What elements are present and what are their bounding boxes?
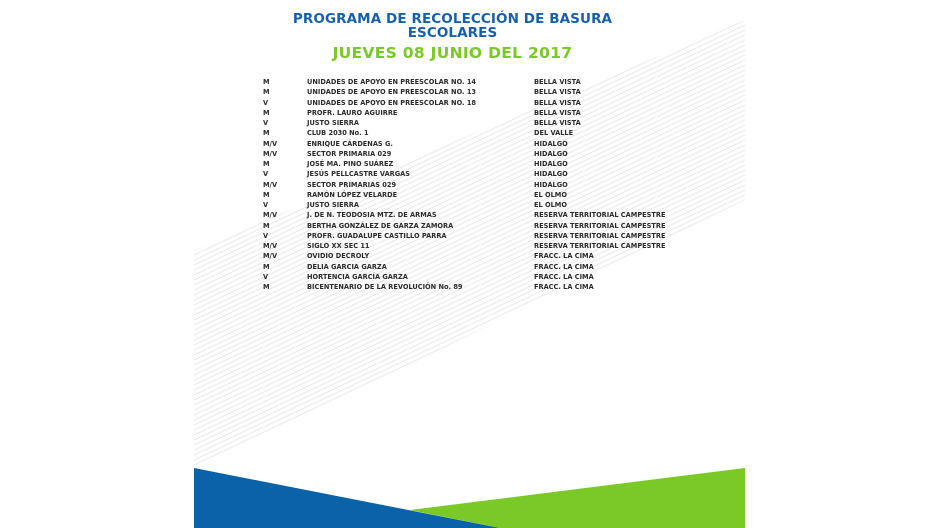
schedule-school: RAMÓN LÓPEZ VELARDE	[307, 190, 398, 199]
schedule-shift: V	[263, 272, 269, 281]
schedule-school: JUSTO SIERRA	[307, 201, 359, 209]
schedule-school: DELIA GARCIA GARZA	[307, 262, 387, 271]
schedule-school: PROFR. LAURO AGUIRRE	[307, 108, 398, 117]
schedule-colonia: BELLA VISTA	[534, 98, 581, 107]
footer-blue-shape	[194, 468, 500, 528]
schedule-colonia: BELLA VISTA	[534, 88, 581, 97]
schedule-shift: M	[263, 221, 270, 230]
schedule-shift: M/V	[263, 139, 278, 148]
schedule-shift: M	[263, 190, 270, 199]
schedule-shift: V	[263, 119, 269, 127]
schedule-school: ENRIQUE CÁRDENAS G.	[307, 139, 393, 148]
schedule-shift: V	[263, 98, 269, 107]
schedule-colonia: HIDALGO	[534, 139, 568, 148]
schedule-shift: M	[263, 283, 270, 291]
schedule-school: CLUB 2030 No. 1	[307, 129, 369, 138]
schedule-colonia: RESERVA TERRITORIAL CAMPESTRE	[534, 231, 666, 240]
schedule-school: JOSÉ MA. PINO SUÁREZ	[307, 160, 394, 168]
flyer-page	[194, 0, 745, 528]
schedule-school: UNIDADES DE APOYO EN PREESCOLAR NO. 13	[307, 88, 477, 97]
schedule-school: UNIDADES DE APOYO EN PREESCOLAR NO. 18	[307, 98, 477, 107]
page-title: PROGRAMA DE RECOLECCIÓN DE BASURA	[292, 11, 613, 27]
schedule-date: JUEVES 08 JUNIO DEL 2017	[332, 44, 573, 62]
schedule-school: PROFR. GUADALUPE CASTILLO PARRA	[307, 231, 447, 240]
schedule-shift: M/V	[263, 252, 278, 261]
schedule-shift: M/V	[263, 149, 278, 158]
schedule-school: HORTENCIA GARCÍA GARZA	[307, 272, 408, 281]
schedule-shift: V	[263, 201, 269, 209]
schedule-shift: V	[263, 170, 269, 179]
schedule-colonia: FRACC. LA CIMA	[534, 262, 594, 271]
schedule-colonia: HIDALGO	[534, 149, 568, 158]
schedule-colonia: RESERVA TERRITORIAL CAMPESTRE	[534, 211, 666, 220]
schedule-school: BERTHA GONZÁLEZ DE GARZA ZAMORA	[307, 221, 454, 230]
schedule-colonia: FRACC. LA CIMA	[534, 283, 594, 291]
schedule-colonia: HIDALGO	[534, 160, 568, 168]
schedule-shift: M	[263, 160, 270, 168]
schedule-shift: M/V	[263, 180, 278, 189]
schedule-shift: M	[263, 108, 270, 117]
schedule-colonia: HIDALGO	[534, 180, 568, 189]
schedule-colonia: DEL VALLE	[534, 129, 574, 138]
schedule-shift: M	[263, 262, 270, 271]
schedule-colonia: EL OLMO	[534, 201, 567, 209]
schedule-school: SECTOR PRIMARIA 029	[307, 149, 392, 158]
schedule-school: UNIDADES DE APOYO EN PREESCOLAR NO. 14	[307, 78, 477, 86]
schedule-school: J. DE N. TEODOSIA MTZ. DE ARMAS	[307, 211, 437, 220]
footer-decoration	[194, 0, 745, 528]
schedule-colonia: RESERVA TERRITORIAL CAMPESTRE	[534, 221, 666, 230]
schedule-colonia: BELLA VISTA	[534, 108, 581, 117]
schedule-shift: M/V	[263, 242, 278, 250]
schedule-colonia: FRACC. LA CIMA	[534, 252, 594, 261]
schedule-school: BICENTENARIO DE LA REVOLUCIÓN No. 89	[307, 283, 463, 291]
schedule-colonia: HIDALGO	[534, 170, 568, 179]
schedule-shift: M/V	[263, 211, 278, 220]
schedule-shift: M	[263, 78, 270, 86]
footer-green-shape	[410, 468, 745, 528]
schedule-colonia: FRACC. LA CIMA	[534, 272, 594, 281]
schedule-school: SIGLO XX SEC 11	[307, 242, 370, 250]
schedule-shift: V	[263, 231, 269, 240]
schedule-school: SECTOR PRIMARIAS 029	[307, 180, 397, 189]
schedule-colonia: EL OLMO	[534, 190, 567, 199]
schedule-colonia: BELLA VISTA	[534, 119, 581, 127]
schedule-colonia: BELLA VISTA	[534, 78, 581, 86]
schedule-shift: M	[263, 129, 270, 138]
schedule-shift: M	[263, 88, 270, 97]
schedule-school: JUSTO SIERRA	[307, 119, 359, 127]
page-title-line2: ESCOLARES	[407, 25, 498, 41]
schedule-school: JESÚS PELLCASTRE VARGAS	[307, 170, 411, 179]
schedule-colonia: RESERVA TERRITORIAL CAMPESTRE	[534, 242, 666, 250]
schedule-school: OVIDIO DECROLY	[307, 252, 370, 261]
